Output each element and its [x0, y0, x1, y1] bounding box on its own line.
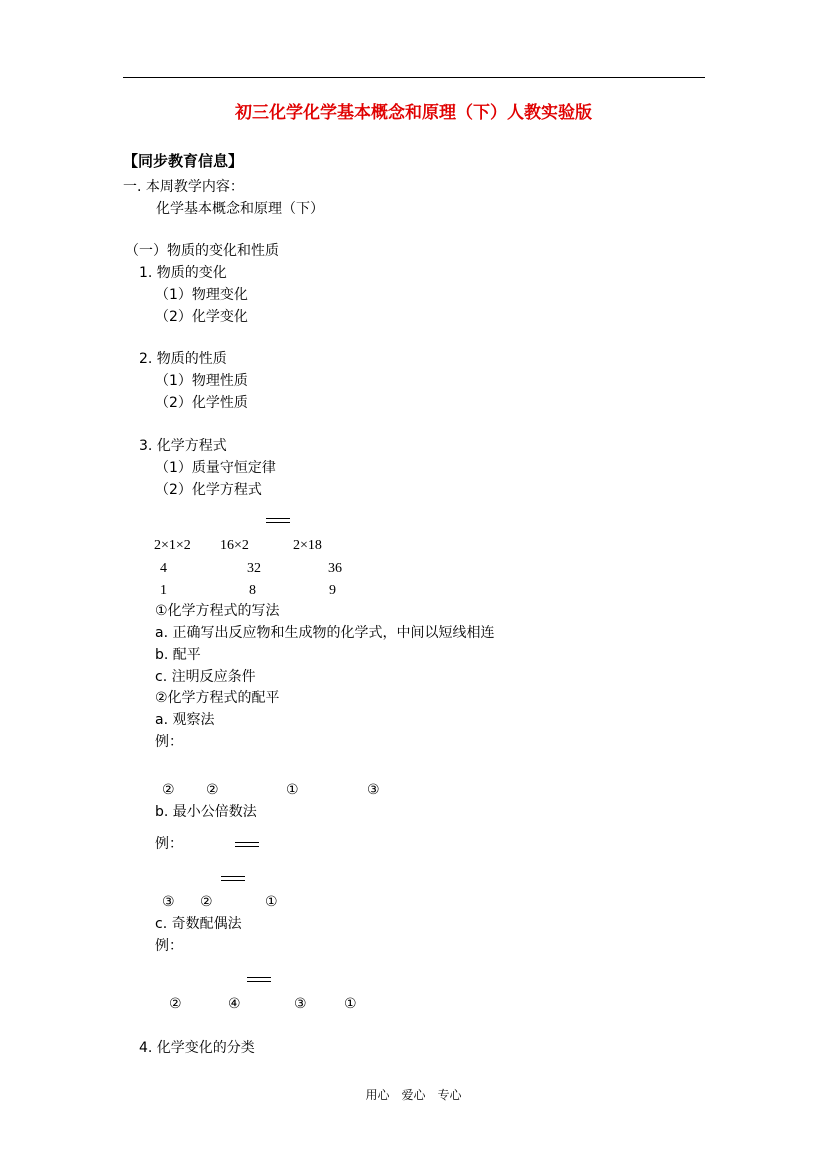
item-3-2: （2）化学方程式	[155, 482, 262, 498]
step-2-heading: ②化学方程式的配平	[155, 690, 280, 706]
page-footer: 用心 爱心 专心	[365, 1088, 462, 1102]
coef-c-3: ③	[294, 996, 307, 1012]
item-4-heading: 4. 化学变化的分类	[139, 1040, 255, 1056]
item-3-heading: 3. 化学方程式	[139, 438, 227, 454]
equals-sign	[266, 518, 290, 523]
method-a-heading: a. 观察法	[155, 712, 215, 728]
eq-row2-a: 4	[160, 561, 167, 576]
item-2-2: （2）化学性质	[155, 395, 248, 411]
coef-b-1: ③	[162, 894, 175, 910]
eq-row1-c: 2×18	[293, 538, 322, 553]
equals-sign	[221, 876, 245, 881]
step-1-b: b. 配平	[155, 647, 201, 663]
item-1-heading: 1. 物质的变化	[139, 265, 227, 281]
coef-a-1: ②	[162, 782, 175, 798]
coef-c-2: ④	[228, 996, 241, 1012]
eq-row2-b: 32	[247, 561, 261, 576]
item-2-1: （1）物理性质	[155, 373, 248, 389]
coef-b-3: ①	[265, 894, 278, 910]
equals-sign	[235, 842, 259, 847]
method-c-example-label: 例：	[155, 938, 183, 954]
step-1-c: c. 注明反应条件	[155, 669, 256, 685]
coef-a-4: ③	[367, 782, 380, 798]
item-3-1: （1）质量守恒定律	[155, 460, 276, 476]
coef-c-1: ②	[169, 996, 182, 1012]
method-b-heading: b. 最小公倍数法	[155, 804, 257, 820]
eq-row3-a: 1	[160, 583, 167, 598]
item-1-2: （2）化学变化	[155, 309, 248, 325]
equals-sign	[247, 977, 271, 982]
eq-row3-c: 9	[329, 583, 336, 598]
item-2-heading: 2. 物质的性质	[139, 351, 227, 367]
coef-a-2: ②	[206, 782, 219, 798]
coef-b-2: ②	[200, 894, 213, 910]
header-rule	[123, 77, 705, 78]
eq-row1-a: 2×1×2	[154, 538, 191, 553]
method-b-example-label: 例：	[155, 836, 183, 852]
subsection-heading: （一）物质的变化和性质	[125, 243, 279, 259]
line-weekly-content: 一. 本周教学内容：	[123, 179, 244, 195]
eq-row3-b: 8	[249, 583, 256, 598]
method-a-example-label: 例：	[155, 734, 183, 750]
method-c-heading: c. 奇数配偶法	[155, 916, 242, 932]
coef-a-3: ①	[286, 782, 299, 798]
step-1-a: a. 正确写出反应物和生成物的化学式，中间以短线相连	[155, 625, 495, 641]
eq-row2-c: 36	[328, 561, 342, 576]
coef-c-4: ①	[344, 996, 357, 1012]
page-title: 初三化学化学基本概念和原理（下）人教实验版	[235, 103, 592, 123]
section-header: 【同步教育信息】	[123, 152, 244, 170]
step-1-heading: ①化学方程式的写法	[155, 603, 280, 619]
item-1-1: （1）物理变化	[155, 287, 248, 303]
line-topic: 化学基本概念和原理（下）	[156, 201, 324, 217]
eq-row1-b: 16×2	[220, 538, 249, 553]
